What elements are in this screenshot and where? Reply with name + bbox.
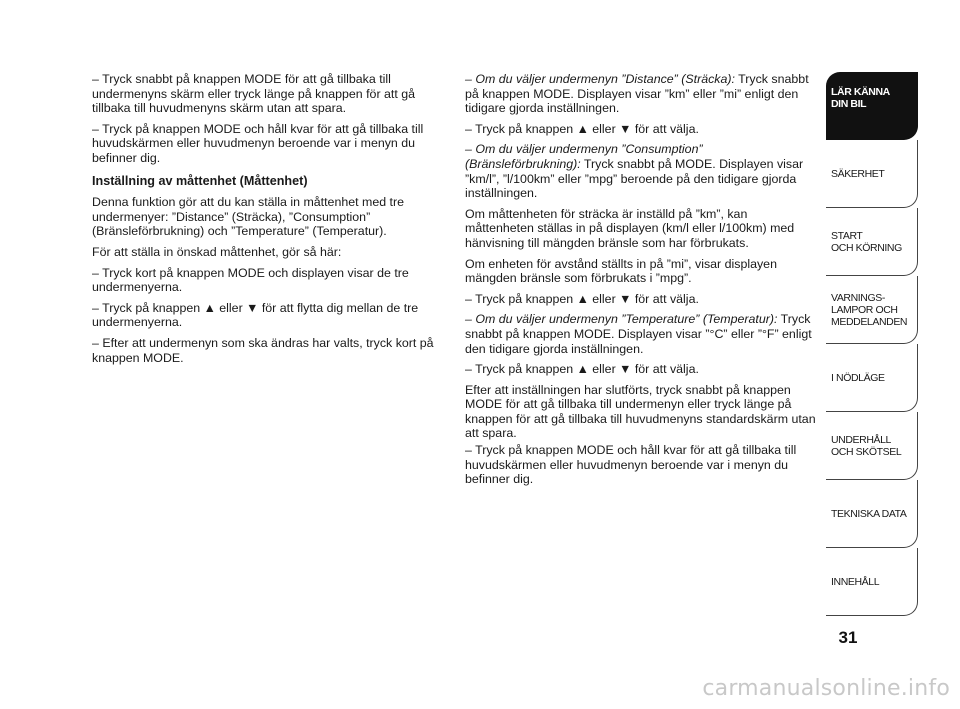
paragraph: – Tryck på knappen ▲ eller ▼ för att välja. (465, 362, 699, 377)
paragraph: För att ställa in önskad måttenhet, gör så här: (92, 244, 342, 259)
paragraph: – Tryck på knappen ▲ eller ▼ för att välja. (465, 121, 699, 136)
paragraph: – Tryck på knappen MODE och håll kvar för att gå tillbaka till huvudskärmen eller huvudmenyn beroende var i menyn du befinner dig. (92, 121, 424, 165)
tab-label: TEKNISKA DATA (831, 507, 907, 520)
paragraph: – Efter att undermenyn som ska ändras har valts, tryck kort på knappen MODE. (92, 335, 434, 365)
paragraph (465, 312, 817, 356)
paragraph-text: Tryck snabbt på MODE. Displayen visar ”km/l”, ”l/100km” eller ”mpg” beroende på den tidigare gjorda inställningen. (465, 156, 804, 201)
tab-i-nodlage[interactable] (826, 344, 918, 412)
paragraph-text: Tryck snabbt på knappen MODE. Displayen visar ”°C” eller ”°F” enligt den tidigare gjorda inställningen. (465, 312, 812, 356)
chapter-tabs (826, 72, 918, 616)
watermark: carmanualsonline.info (702, 676, 950, 701)
paragraph: – Tryck på knappen ▲ eller ▼ för att flytta dig mellan de tre undermenyerna. (92, 300, 419, 330)
paragraph: – Tryck kort på knappen MODE och displayen visar de tre undermenyerna. (92, 265, 409, 295)
submenu-lead: – Om du väljer undermenyn ”Consumption” (Bränsleförbrukning): (465, 142, 703, 171)
tab-underhall[interactable] (826, 412, 918, 480)
tab-innehall[interactable] (826, 548, 918, 616)
tab-label: START OCH KÖRNING (831, 229, 902, 254)
tab-tekniska-data[interactable] (826, 480, 918, 548)
tab-sakerhet[interactable] (826, 140, 918, 208)
tab-label: LÄR KÄNNA DIN BIL (831, 86, 890, 110)
tab-lar-kanna-din-bil[interactable] (826, 72, 918, 140)
tab-label: SÄKERHET (831, 167, 885, 180)
paragraph (465, 142, 817, 200)
page-number: 31 (838, 628, 858, 647)
paragraph-text: Tryck snabbt på knappen MODE. Displayen visar ”km” eller ”mi” enligt den tidigare gjorda inställningen. (465, 72, 809, 116)
submenu-lead: – Om du väljer undermenyn ”Distance” (Sträcka): (465, 72, 735, 86)
tab-start-och-korning[interactable] (826, 208, 918, 276)
tab-varningslampor[interactable] (826, 276, 918, 344)
section-heading: Inställning av måttenhet (Måttenhet) (92, 173, 308, 188)
tab-label: VARNINGS- LAMPOR OCH MEDDELANDEN (831, 291, 908, 328)
right-column (465, 72, 817, 493)
tab-label: I NÖDLÄGE (831, 371, 885, 384)
submenu-lead: – Om du väljer undermenyn ”Temperature” (Temperatur): (465, 312, 778, 327)
tab-label: INNEHÅLL (831, 575, 880, 588)
paragraph: – Tryck snabbt på knappen MODE för att gå tillbaka till undermenyns skärm eller tryck länge på knappen för att gå tillbaka till huvudmenyns skärm utan att spara. (92, 72, 416, 116)
paragraph: – Tryck på knappen ▲ eller ▼ för att välja. (465, 291, 699, 306)
tab-label: UNDERHÅLL OCH SKÖTSEL (831, 433, 902, 458)
paragraph: Denna funktion gör att du kan ställa in måttenhet med tre undermenyer: ”Distance” (Sträcka), ”Consumption” (Bränsleförbrukning) och ”Temperature” (Temperatur). (92, 195, 405, 239)
paragraph: Efter att inställningen har slutförts, tryck snabbt på knappen MODE för att gå tillbaka till undermenyn eller tryck länge på knappen för att gå tillbaka till huvudmenyns standardskärm utan att spara. (465, 382, 816, 441)
left-column (92, 72, 440, 371)
paragraph: Om måttenheten för sträcka är inställd på ”km”, kan måttenheten ställas in på displayen (km/l eller l/100km) med hänvisning till mängden bränsle som har förbrukats. (465, 206, 795, 250)
paragraph (465, 72, 817, 116)
paragraph: Om enheten för avstånd ställts in på ”mi”, visar displayen mängden bränsle som förbrukats i ”mpg”. (465, 256, 777, 286)
paragraph: – Tryck på knappen MODE och håll kvar för att gå tillbaka till huvudskärmen eller huvudmenyn beroende var i menyn du befinner dig. (465, 443, 797, 487)
